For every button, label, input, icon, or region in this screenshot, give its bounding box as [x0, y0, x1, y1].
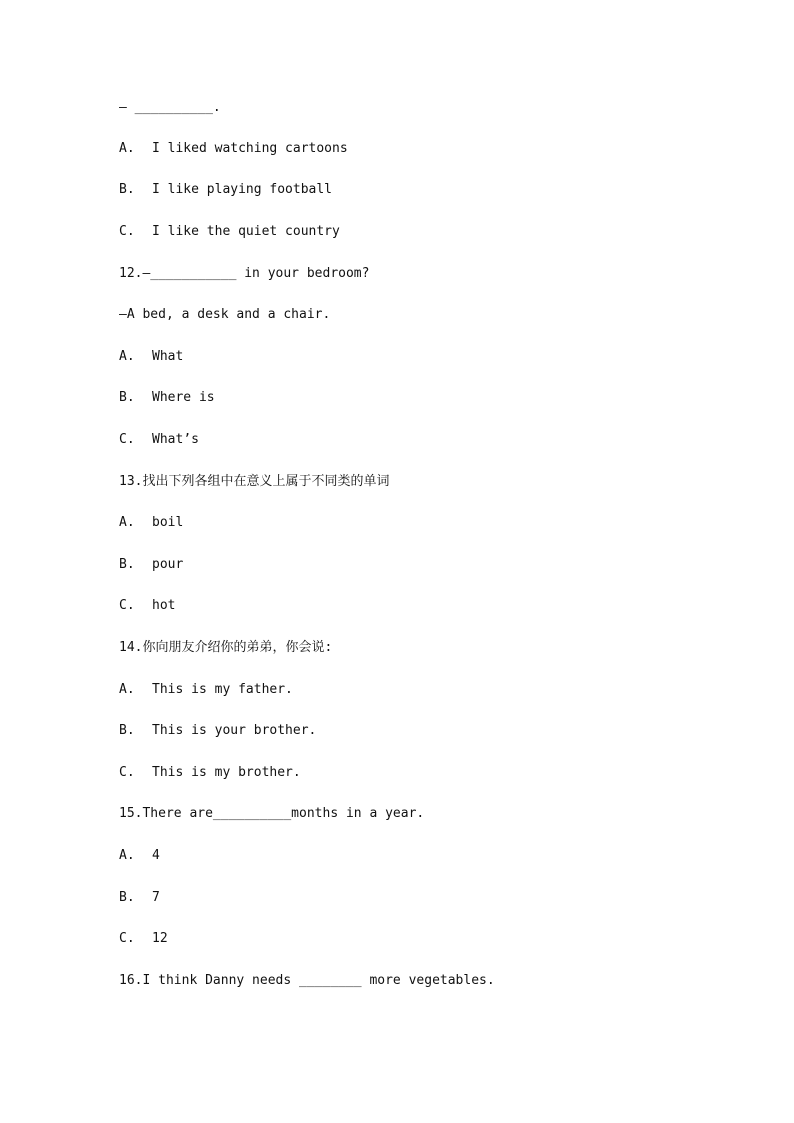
option-letter: A. [119, 141, 135, 156]
q13-option-a [119, 514, 183, 532]
q16-stem: 16.I think Danny needs ________ more vegetables. [119, 973, 495, 988]
option-letter: B. [119, 557, 135, 572]
option-text: This is my brother. [152, 765, 301, 780]
q12-reply: —A bed, a desk and a chair. [119, 307, 331, 322]
option-text: hot [152, 598, 176, 613]
option-text: 4 [152, 848, 160, 863]
q12-option-a [119, 348, 183, 366]
option-letter: C. [119, 224, 135, 239]
q13-stem: 13.找出下列各组中在意义上属于不同类的单词 [119, 474, 390, 489]
option-text: I like the quiet country [152, 224, 340, 239]
option-letter: A. [119, 848, 135, 863]
q11-option-a [119, 140, 348, 158]
option-text: boil [152, 515, 184, 530]
q13-option-b [119, 556, 183, 574]
option-letter: C. [119, 765, 135, 780]
q12-option-c [119, 431, 199, 449]
option-letter: C. [119, 598, 135, 613]
option-text: What [152, 349, 184, 364]
option-letter: C. [119, 432, 135, 447]
option-letter: A. [119, 515, 135, 530]
option-text: I like playing football [152, 182, 333, 197]
q11-option-b [119, 181, 332, 199]
option-letter: B. [119, 890, 135, 905]
option-text: What’s [152, 432, 199, 447]
q14-option-a [119, 681, 293, 699]
option-text: This is my father. [152, 682, 293, 697]
q13-option-c [119, 597, 175, 615]
q11-answer-line: — __________. [119, 100, 221, 115]
q15-option-c [119, 930, 168, 948]
q15-option-a [119, 847, 160, 865]
option-text: 12 [152, 931, 168, 946]
option-letter: B. [119, 723, 135, 738]
q15-option-b [119, 889, 160, 907]
q12-option-b [119, 389, 215, 407]
option-text: pour [152, 557, 184, 572]
option-text: I liked watching cartoons [152, 141, 348, 156]
option-text: This is your brother. [152, 723, 317, 738]
q11-option-c [119, 223, 340, 241]
q14-option-c [119, 764, 301, 782]
option-letter: A. [119, 349, 135, 364]
option-letter: B. [119, 182, 135, 197]
option-text: Where is [152, 390, 215, 405]
option-letter: A. [119, 682, 135, 697]
q12-stem: 12.—___________ in your bedroom? [119, 266, 370, 281]
q15-stem: 15.There are__________months in a year. [119, 806, 425, 821]
q14-stem: 14.你向朋友介绍你的弟弟，你会说: [119, 640, 333, 655]
option-letter: B. [119, 390, 135, 405]
q14-option-b [119, 722, 316, 740]
option-letter: C. [119, 931, 135, 946]
option-text: 7 [152, 890, 160, 905]
